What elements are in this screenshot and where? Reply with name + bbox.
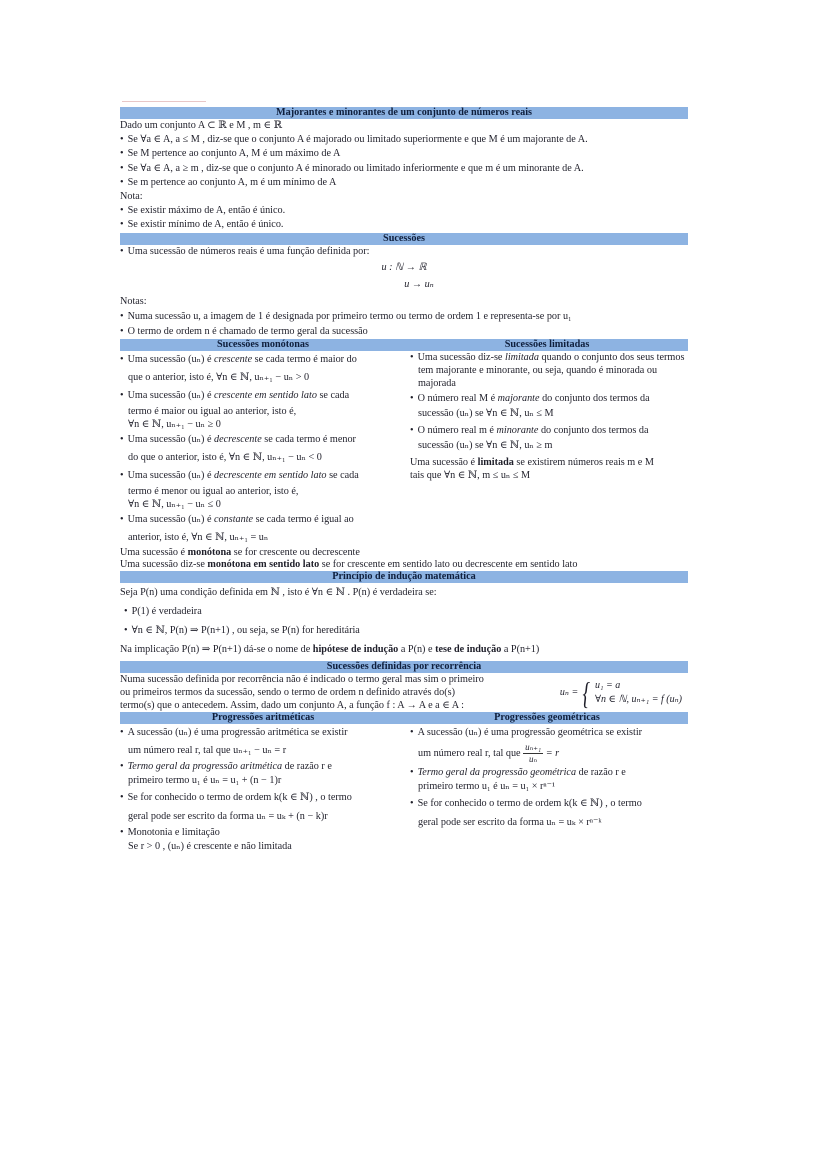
- section-header-limitadas: Sucessões limitadas: [504, 339, 590, 351]
- recorrencia-line: ou primeiros termos da sucessão, sendo o termo de ordem n definido através do(s): [120, 687, 455, 699]
- recorrencia-equation: [559, 674, 682, 711]
- monotonas-summary: Uma sucessão é monótona se for crescente ou decrescente: [120, 547, 360, 559]
- recorrencia-line: Numa sucessão definida por recorrência não é indicado o termo geral mas sim o primeiro: [120, 674, 484, 686]
- limitadas-summary-cont: tais que ∀n ∈ ℕ, m ≤ uₙ ≤ M: [410, 470, 531, 482]
- section-header-row-monotonas-limitadas: [120, 339, 688, 351]
- inducao-intro: Seja P(n) uma condição definida em ℕ , isto é ∀n ∈ ℕ . P(n) é verdadeira se:: [120, 587, 437, 599]
- majorantes-item: • Se ∀a ∈ A, a ≥ m , diz-se que o conjunto A é minorado ou limitado inferiormente e que m é um minorante de A.: [120, 162, 688, 176]
- sucessoes-map-line1: u : ℕ → ℝ: [381, 261, 427, 273]
- geometricas-item: • Termo geral da progressão geométrica de razão r e: [410, 766, 688, 780]
- two-column-monotonas-limitadas: [120, 351, 688, 547]
- monotonas-item-cont: ∀n ∈ ℕ, uₙ₊₁ − uₙ ≤ 0: [128, 499, 221, 511]
- aritmeticas-item: • Termo geral da progressão aritmética de razão r e: [120, 760, 402, 774]
- monotonas-summary-lato: Uma sucessão diz-se monótona em sentido lato se for crescente em sentido lato ou decrescente em sentido lato: [120, 559, 578, 571]
- limitadas-column: [406, 351, 688, 547]
- recorrencia-case: u₁ = a: [595, 679, 621, 691]
- monotonas-item-cont: que o anterior, isto é, ∀n ∈ ℕ, uₙ₊₁ − uₙ > 0: [128, 372, 310, 384]
- sucessoes-note: • O termo de ordem n é chamado de termo geral da sucessão: [120, 325, 688, 339]
- recorrencia-text: [120, 673, 540, 712]
- inducao-final: Na implicação P(n) ⇒ P(n+1) dá-se o nome de hipótese de indução a P(n) e tese de indução a P(n+1): [120, 644, 540, 656]
- brace-icon: {: [582, 674, 591, 711]
- inducao-item: • P(1) é verdadeira: [120, 602, 688, 621]
- aritmeticas-item-cont: um número real r, tal que uₙ₊₁ − uₙ = r: [128, 745, 287, 757]
- document-page: [120, 98, 688, 854]
- limitadas-summary: Uma sucessão é limitada se existirem números reais m e M: [410, 457, 654, 469]
- section-header-majorantes: Majorantes e minorantes de um conjunto de números reais: [120, 107, 688, 119]
- monotonas-item-cont: termo é maior ou igual ao anterior, isto é,: [128, 406, 297, 418]
- recorrencia-eq-lhs: uₙ =: [559, 686, 579, 698]
- two-column-progressoes: [120, 724, 688, 854]
- majorantes-item: • Se M pertence ao conjunto A, M é um máximo de A: [120, 147, 688, 161]
- recorrencia-body: [120, 673, 688, 712]
- monotonas-item-cont: do que o anterior, isto é, ∀n ∈ ℕ, uₙ₊₁ − uₙ < 0: [128, 452, 322, 464]
- monotonas-item: • Uma sucessão (uₙ) é decrescente se cada termo é menor: [120, 431, 402, 449]
- geometricas-item-cont: um número real r, tal que $\frac{\text{uₙ₊₁}}{\text{uₙ}}$ = r: [418, 742, 560, 765]
- geometricas-item: • A sucessão (uₙ) é uma progressão geométrica se existir: [410, 724, 688, 742]
- monotonas-item: • Uma sucessão (uₙ) é crescente em sentido lato se cada: [120, 387, 402, 405]
- inducao-body: [120, 583, 688, 659]
- recorrencia-line: termo(s) que o antecedem. Assim, dado um conjunto A, a função f : A → A e a ∈ A :: [120, 700, 464, 712]
- recorrencia-case: ∀n ∈ ℕ, uₙ₊₁ = f (uₙ): [595, 693, 682, 705]
- sucessoes-note: • Numa sucessão u, a imagem de 1 é designada por primeiro termo ou termo de ordem 1 e representa-se por u₁: [120, 309, 688, 325]
- limitadas-item: • O número real M é majorante do conjunto dos termos da: [410, 392, 688, 405]
- fraction: $\frac{\text{uₙ₊₁}}{\text{uₙ}}$: [525, 742, 542, 765]
- section-header-sucessoes: Sucessões: [120, 233, 688, 245]
- sucessoes-notes-label: Notas:: [120, 295, 147, 307]
- monotonas-item-cont: termo é menor ou igual ao anterior, isto é,: [128, 486, 299, 498]
- section-header-recorrencia: Sucessões definidas por recorrência: [120, 661, 688, 673]
- limitadas-item: • O número real m é minorante do conjunto dos termos da: [410, 424, 688, 437]
- limitadas-item-cont: sucessão (uₙ) se ∀n ∈ ℕ, uₙ ≥ m: [418, 440, 553, 452]
- majorantes-note: • Se existir mínimo de A, então é único.: [120, 218, 688, 232]
- sucessoes-map-line2: u → uₙ: [404, 278, 434, 290]
- aritmeticas-item-cont: primeiro termo u₁ é uₙ = u₁ + (n − 1)r: [128, 775, 282, 787]
- majorantes-intro: Dado um conjunto A ⊂ ℝ e M , m ∈ ℝ: [120, 120, 283, 131]
- limitadas-item: • Uma sucessão diz-se limitada quando o conjunto dos seus termos tem majorante e minorante, ou seja, quando é minorada ou majorada: [410, 351, 688, 390]
- geometricas-item-cont: primeiro termo u₁ é uₙ = u₁ × rⁿ⁻¹: [418, 781, 556, 793]
- aritmeticas-item: • Se for conhecido o termo de ordem k(k ∈ ℕ) , o termo: [120, 788, 402, 807]
- section-header-aritmeticas: Progressões aritméticas: [211, 712, 315, 724]
- majorantes-item: • Se m pertence ao conjunto A, m é um mínimo de A: [120, 176, 688, 190]
- aritmeticas-item: • Monotonia e limitação: [120, 826, 402, 840]
- aritmeticas-item-cont: geral pode ser escrito da forma uₙ = uₖ + (n − k)r: [128, 811, 328, 823]
- monotonas-item: • Uma sucessão (uₙ) é crescente se cada termo é maior do: [120, 351, 402, 369]
- aritmeticas-item-cont: Se r > 0 , (uₙ) é crescente e não limitada: [128, 841, 292, 853]
- majorantes-item: • Se ∀a ∈ A, a ≤ M , diz-se que o conjunto A é majorado ou limitado superiormente e que M é um majorante de A.: [120, 133, 688, 147]
- monotonas-item: • Uma sucessão (uₙ) é decrescente em sentido lato se cada: [120, 467, 402, 485]
- geometricas-column: [406, 724, 688, 854]
- monotonas-item: • Uma sucessão (uₙ) é constante se cada termo é igual ao: [120, 511, 402, 529]
- section-header-row-progressoes: [120, 712, 688, 724]
- majorantes-note-label: Nota:: [120, 191, 143, 203]
- majorantes-note: • Se existir máximo de A, então é único.: [120, 204, 688, 218]
- aritmeticas-item: • A sucessão (uₙ) é uma progressão aritmética se existir: [120, 724, 402, 742]
- section-header-inducao: Princípio de indução matemática: [120, 571, 688, 583]
- sucessoes-intro: • Uma sucessão de números reais é uma função definida por:: [120, 245, 688, 259]
- limitadas-item-cont: sucessão (uₙ) se ∀n ∈ ℕ, uₙ ≤ M: [418, 408, 554, 420]
- monotonas-column: [120, 351, 406, 547]
- recorrencia-cases: [595, 679, 682, 707]
- section-header-monotonas: Sucessões monótonas: [217, 339, 309, 351]
- monotonas-item-cont: ∀n ∈ ℕ, uₙ₊₁ − uₙ ≥ 0: [128, 419, 221, 431]
- geometricas-item-cont: geral pode ser escrito da forma uₙ = uₖ × rⁿ⁻ᵏ: [418, 817, 602, 829]
- section-header-geometricas: Progressões geométricas: [494, 712, 600, 724]
- geometricas-item: • Se for conhecido o termo de ordem k(k ∈ ℕ) , o termo: [410, 794, 688, 813]
- aritmeticas-column: [120, 724, 406, 854]
- inducao-item: • ∀n ∈ ℕ, P(n) ⇒ P(n+1) , ou seja, se P(n) for hereditária: [120, 621, 688, 640]
- monotonas-item-cont: anterior, isto é, ∀n ∈ ℕ, uₙ₊₁ = uₙ: [128, 532, 269, 544]
